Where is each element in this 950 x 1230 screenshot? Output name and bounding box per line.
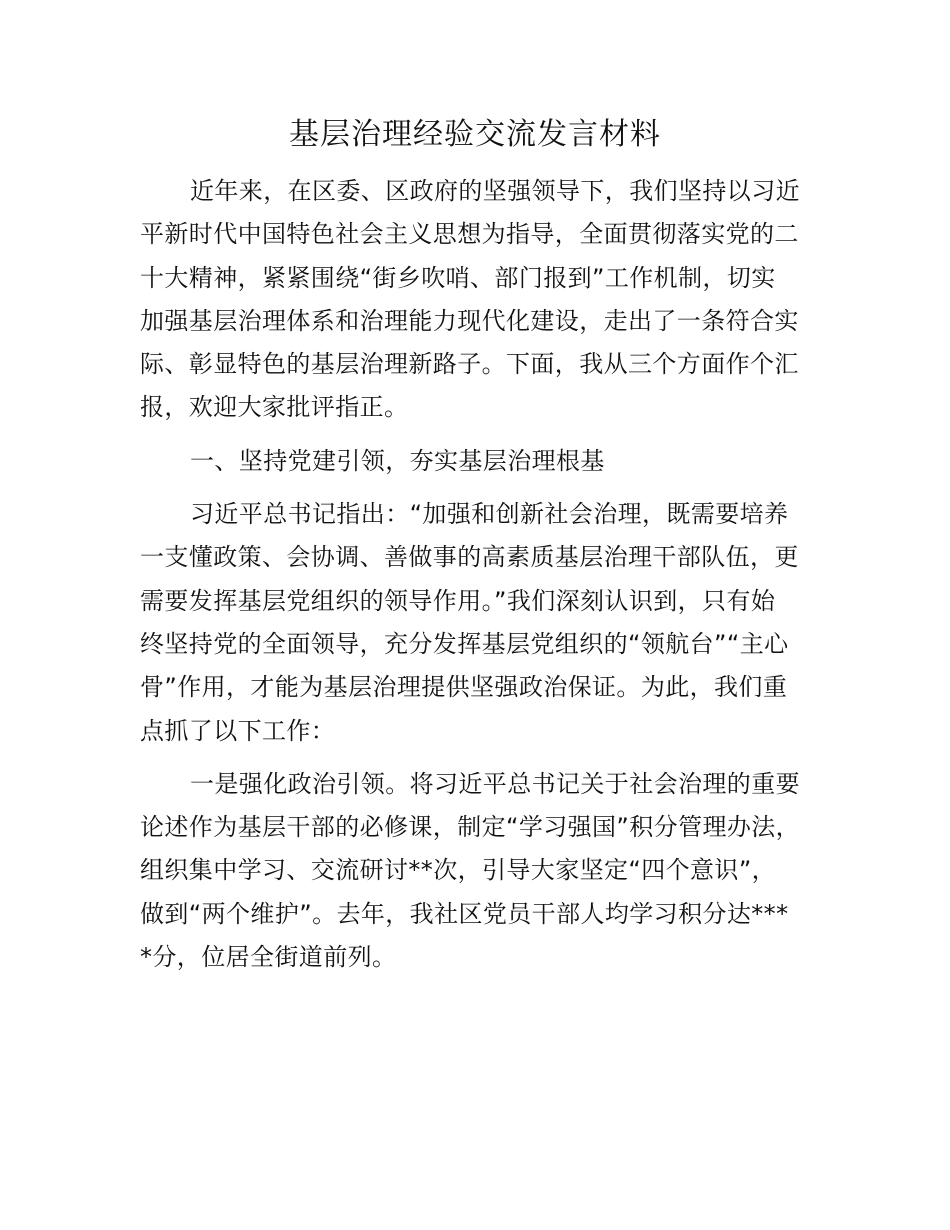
document-title: 基层治理经验交流发言材料 xyxy=(289,117,661,152)
text-line: 做到“两个维护”。去年，我社区党员干部人均学习积分达*** xyxy=(140,899,789,928)
text-line: 组织集中学习、交流研讨**次，引导大家坚定“四个意识”， xyxy=(140,856,777,885)
text-line: 际、彰显特色的基层治理新路子。下面，我从三个方面作个汇 xyxy=(140,350,799,379)
section-heading-text: 一、坚持党建引领，夯实基层治理根基 xyxy=(190,446,605,475)
text-line: 点抓了以下工作： xyxy=(140,716,336,745)
section-heading-1 xyxy=(140,440,820,483)
text-line: 骨”作用，才能为基层治理提供坚强政治保证。为此，我们重 xyxy=(140,673,788,702)
text-line: *分，位居全街道前列。 xyxy=(140,943,397,972)
text-line: 终坚持党的全面领导，充分发挥基层党组织的“领航台”“主心 xyxy=(140,629,789,658)
text-line: 报，欢迎大家批评指正。 xyxy=(140,393,409,422)
paragraph-political-guidance xyxy=(140,763,820,979)
text-line: 近年来，在区委、区政府的坚强领导下，我们坚持以习近 xyxy=(190,177,800,205)
text-line: 习近平总书记指出：“加强和创新社会治理，既需要培养 xyxy=(190,500,789,529)
text-line: 需要发挥基层党组织的领导作用。”我们深刻认识到，只有始 xyxy=(140,586,776,615)
text-line: 十大精神，紧紧围绕“街乡吹哨、部门报到”工作机制，切实 xyxy=(140,263,776,292)
paragraph-quote xyxy=(140,493,820,753)
text-line: 平新时代中国特色社会主义思想为指导，全面贯彻落实党的二 xyxy=(140,220,799,249)
text-line: 加强基层治理体系和治理能力现代化建设，走出了一条符合实 xyxy=(140,306,799,335)
paragraph-intro xyxy=(140,170,820,430)
text-line: 一是强化政治引领。将习近平总书记关于社会治理的重要 xyxy=(190,769,800,798)
text-line: 论述作为基层干部的必修课，制定“学习强国”积分管理办法， xyxy=(140,813,801,842)
document-body xyxy=(140,170,820,989)
text-line: 一支懂政策、会协调、善做事的高素质基层治理干部队伍，更 xyxy=(140,543,799,572)
